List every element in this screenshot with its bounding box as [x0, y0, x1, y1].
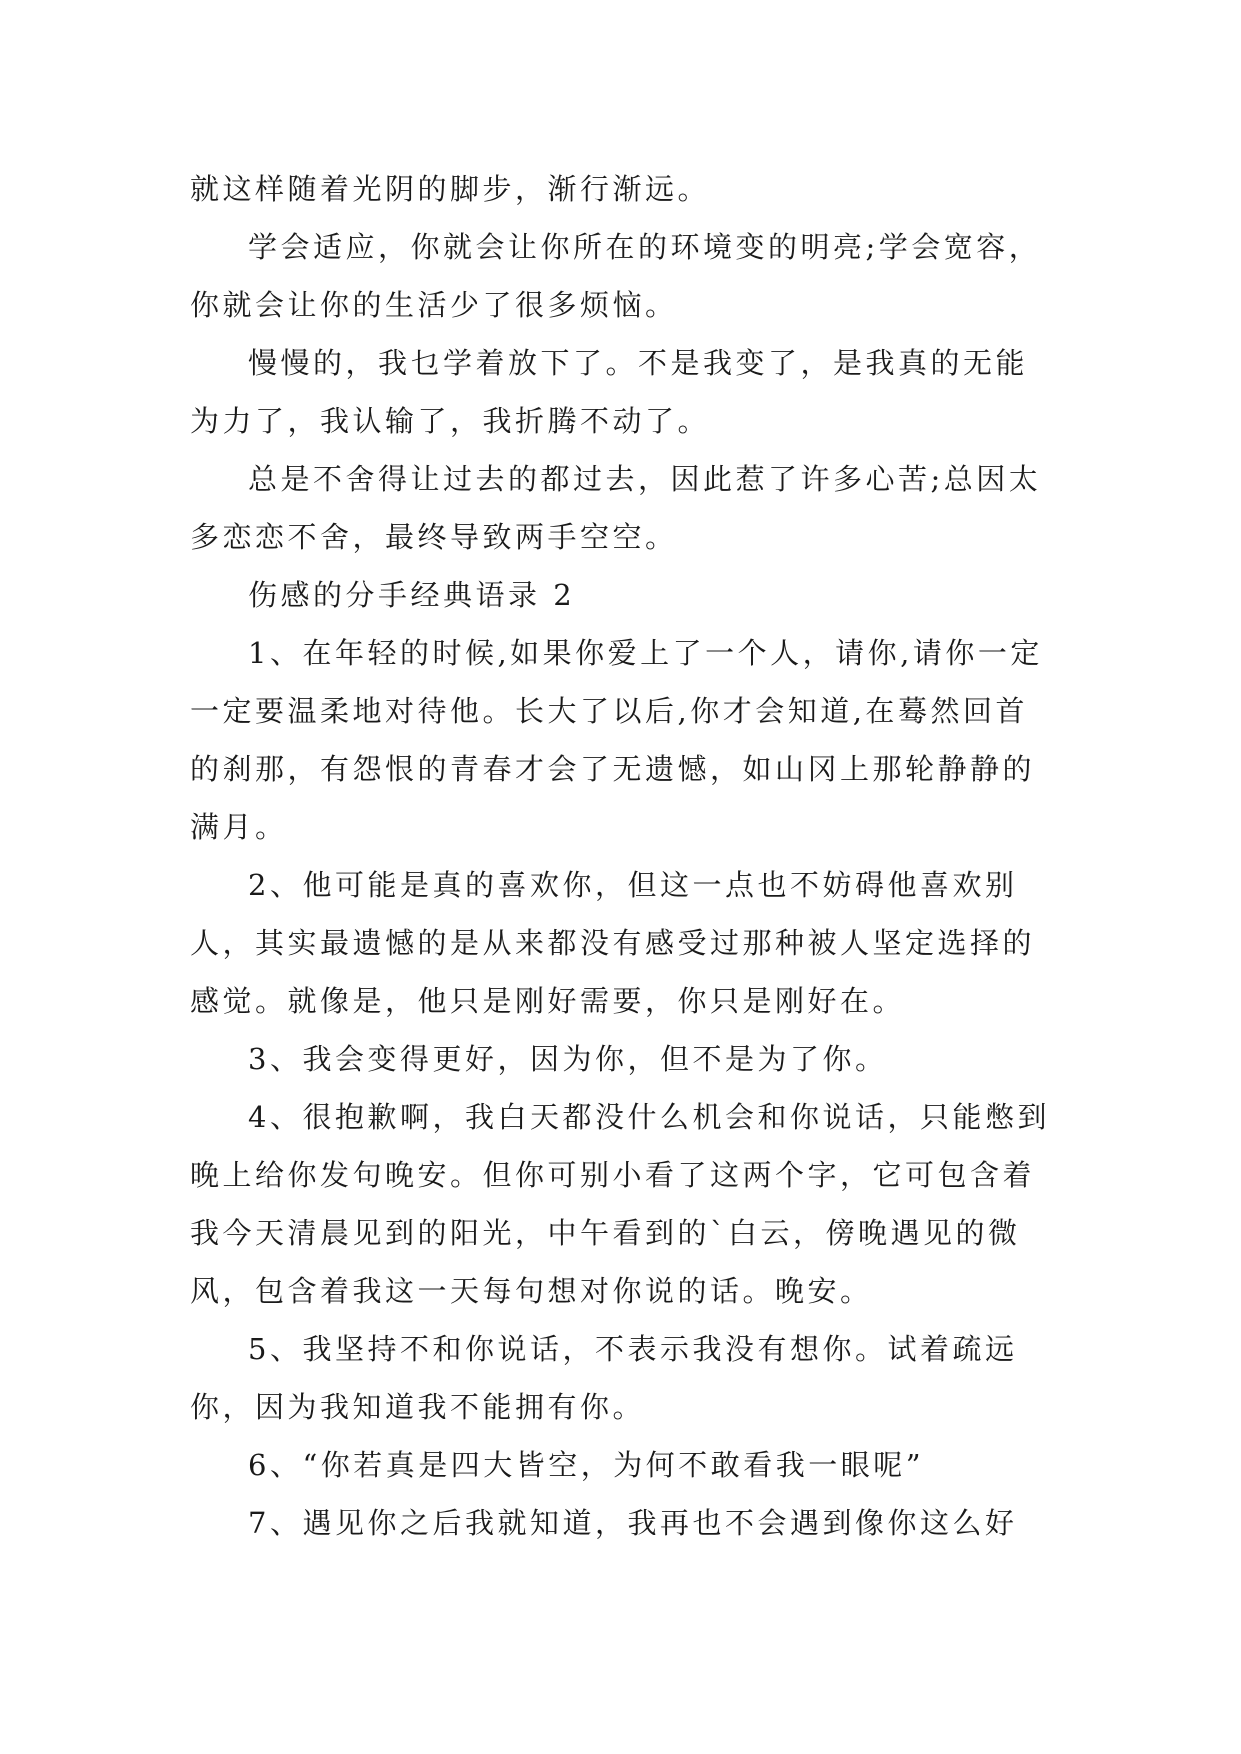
- list-item: 1、在年轻的时候,如果你爱上了一个人，请你,请你一定一定要温柔地对待他。长大了以后,你才会知道,在蓦然回首的刹那，有怨恨的青春才会了无遗憾，如山冈上那轮静静的满月。: [190, 636, 1043, 844]
- list-item: 6、“你若真是四大皆空，为何不敢看我一眼呢”: [248, 1448, 925, 1482]
- list-item: 3、我会变得更好，因为你，但不是为了你。: [248, 1042, 888, 1076]
- list-item: 2、他可能是真的喜欢你，但这一点也不妨碍他喜欢别人，其实最遗憾的是从来都没有感受过那种被人坚定选择的感觉。就像是，他只是刚好需要，你只是刚好在。: [190, 868, 1036, 1018]
- document-body: [190, 160, 1060, 1552]
- paragraph-continued: 就这样随着光阴的脚步，渐行渐远。: [190, 172, 711, 206]
- list-item: 5、我坚持不和你说话，不表示我没有想你。试着疏远你，因为我知道我不能拥有你。: [190, 1332, 1018, 1424]
- paragraph: 总是不舍得让过去的都过去，因此惹了许多心苦;总因太多恋恋不舍，最终导致两手空空。: [190, 462, 1042, 554]
- paragraph: 学会适应，你就会让你所在的环境变的明亮;学会宽容，你就会让你的生活少了很多烦恼。: [190, 230, 1042, 322]
- paragraph: 慢慢的，我乜学着放下了。不是我变了，是我真的无能为力了，我认输了，我折腾不动了。: [190, 346, 1029, 438]
- list-item: 7、遇见你之后我就知道，我再也不会遇到像你这么好: [248, 1506, 1018, 1540]
- list-item: 4、很抱歉啊，我白天都没什么机会和你说话，只能憋到晚上给你发句晚安。但你可别小看了这两个字，它可包含着我今天清晨见到的阳光，中午看到的`白云，傍晚遇见的微风，包含着我这一天每句想对你说的话。晚安。: [190, 1100, 1050, 1308]
- section-heading: 伤感的分手经典语录 2: [248, 578, 576, 612]
